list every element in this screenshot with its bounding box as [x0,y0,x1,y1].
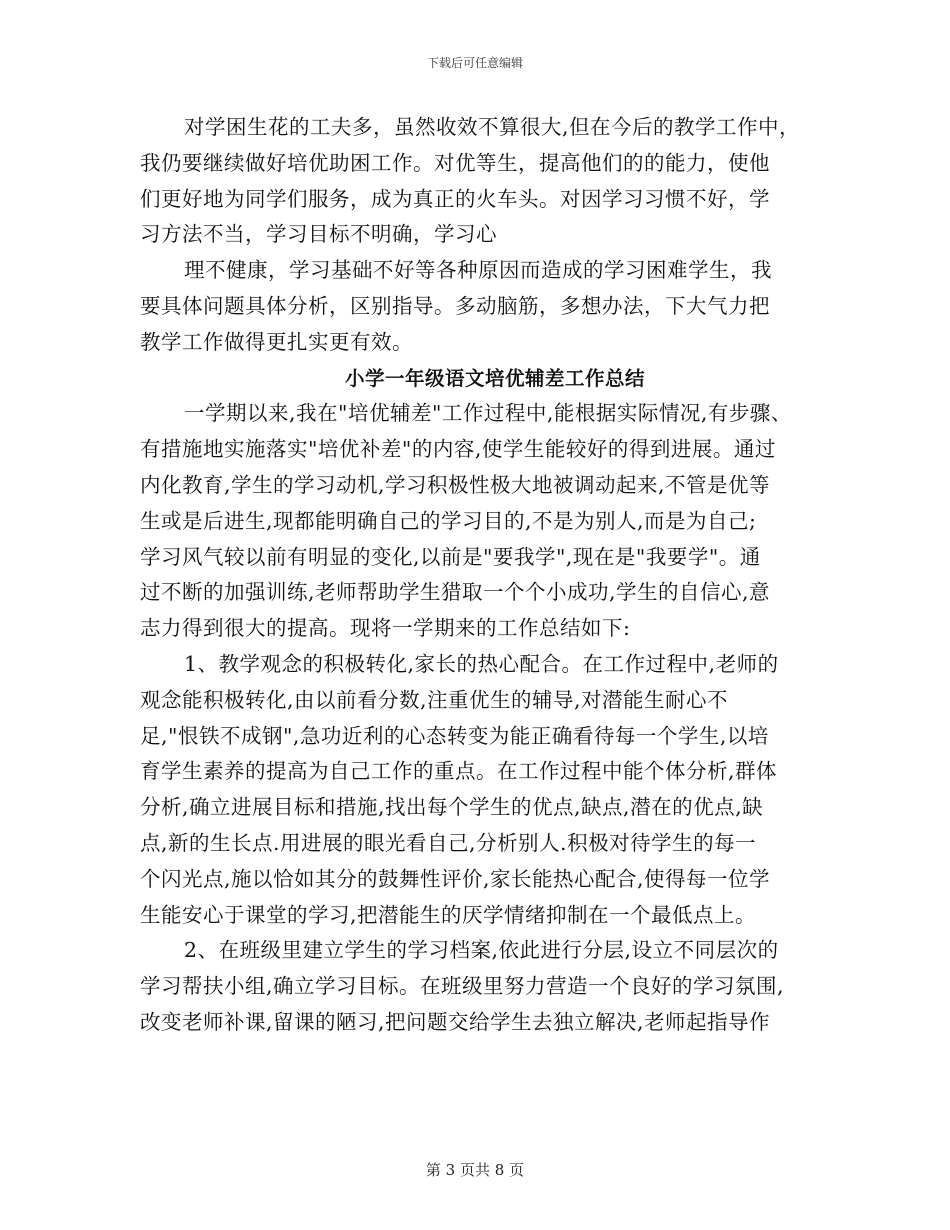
page-footer: 第 3 页共 8 页 [425,1161,525,1179]
text-line: 内化教育,学生的学习动机,学习积极性极大地被调动起来,不管是优等 [140,472,771,497]
document-body [140,110,830,1041]
text-line: 生能安心于课堂的学习,把潜能生的厌学情绪抑制在一个最低点上。 [140,902,757,927]
text-line: 对学困生花的工夫多，虽然收效不算很大,但在今后的教学工作中， [184,115,801,139]
text-line: 教学工作做得更扎实更有效。 [140,329,413,354]
text-line: 理不健康，学习基础不好等各种原因而造成的学习困难学生，我 [184,258,772,283]
text-line: 点,新的生长点.用进展的眼光看自己,分析别人.积极对待学生的每一 [140,830,757,855]
text-line: 育学生素养的提高为自己工作的重点。在工作过程中能个体分析,群体 [140,759,778,784]
text-line: 志力得到很大的提高。现将一学期来的工作总结如下: [140,616,631,641]
text-line: 1、教学观念的积极转化,家长的热心配合。在工作过程中,老师的 [184,651,779,676]
text-line: 观念能积极转化,由以前看分数,注重优生的辅导,对潜能生耐心不 [140,687,729,712]
text-line: 习方法不当，学习目标不明确，学习心 [140,222,497,247]
text-line: 有措施地实施落实"培优补差"的内容,使学生能较好的得到进展。通过 [140,437,776,462]
text-line: 2、在班级里建立学生的学习档案,依此进行分层,设立不同层次的 [184,938,779,963]
page-header: 下载后可任意编辑 [426,56,523,70]
text-line: 足,"恨铁不成钢",急功近利的心态转变为能正确看待每一个学生,以培 [140,723,769,748]
section-title: 小学一年级语文培优辅差工作总结 [344,366,645,390]
text-line: 生或是后进生,现都能明确自己的学习目的,不是为别人,而是为自己; [140,508,757,533]
text-line: 我仍要继续做好培优助困工作。对优等生，提高他们的的能力，使他 [140,150,770,175]
text-line: 过不断的加强训练,老师帮助学生猎取一个个小成功,学生的自信心,意 [140,580,771,605]
text-line: 个闪光点,施以恰如其分的鼓舞性评价,家长能热心配合,使得每一位学 [140,866,771,891]
text-line: 要具体问题具体分析，区别指导。多动脑筋，多想办法，下大气力把 [140,293,770,318]
text-line: 学习帮扶小组,确立学习目标。在班级里努力营造一个良好的学习氛围, [140,974,785,999]
text-line: 改变老师补课,留课的陋习,把问题交给学生去独立解决,老师起指导作 [140,1009,771,1034]
text-line: 分析,确立进展目标和措施,找出每个学生的优点,缺点,潜在的优点,缺 [140,795,764,820]
text-line: 一学期以来,我在"培优辅差"工作过程中,能根据实际情况,有步骤、 [184,401,792,426]
text-line: 学习风气较以前有明显的变化,以前是"要我学",现在是"我要学"。通 [140,544,761,569]
text-line: 们更好地为同学们服务，成为真正的火车头。对因学习习惯不好，学 [140,186,770,211]
